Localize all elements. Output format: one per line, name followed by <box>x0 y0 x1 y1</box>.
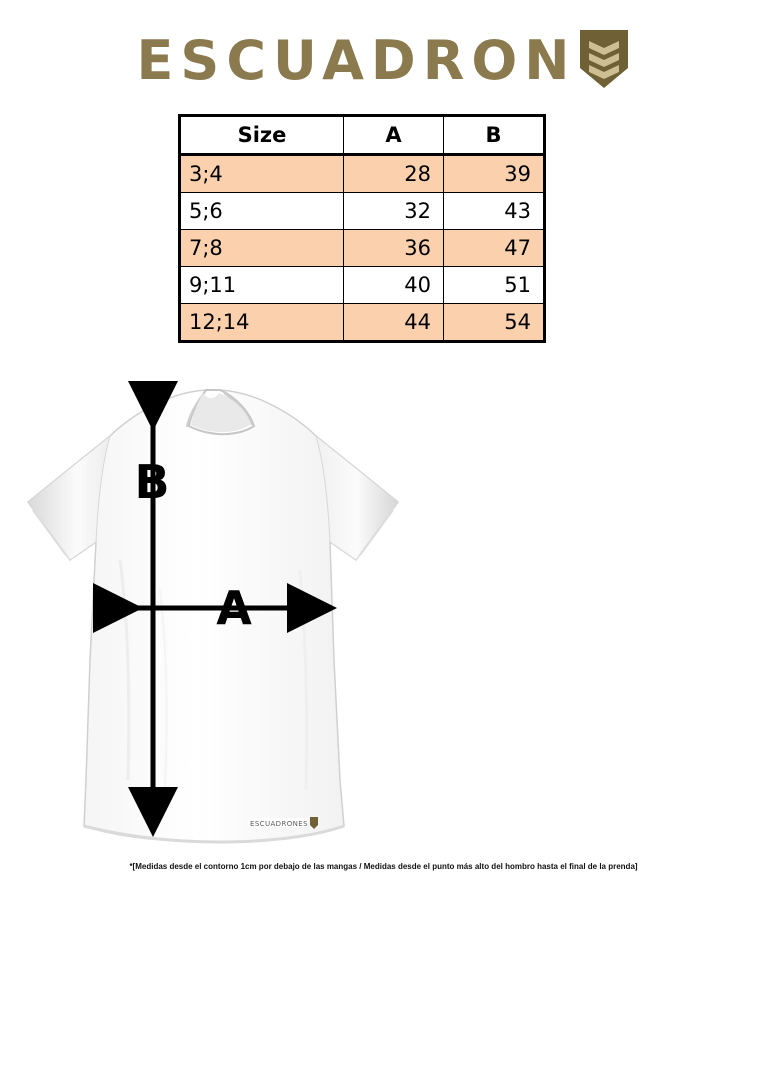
cell-a: 36 <box>344 230 444 267</box>
table-row <box>180 193 545 230</box>
tshirt-measurement-figure <box>0 360 767 860</box>
cell-b: 54 <box>444 304 545 342</box>
cell-b: 39 <box>444 155 545 193</box>
garment-brand-tag <box>248 817 318 829</box>
table-row <box>180 304 545 342</box>
cell-size: 7;8 <box>180 230 344 267</box>
cell-size: 12;14 <box>180 304 344 342</box>
table-row <box>180 155 545 193</box>
cell-size: 5;6 <box>180 193 344 230</box>
tshirt-graphic <box>28 390 398 842</box>
cell-a: 40 <box>344 267 444 304</box>
table-header-row <box>180 116 545 155</box>
table-row <box>180 230 545 267</box>
column-header-a: A <box>344 116 444 155</box>
table-row <box>180 267 545 304</box>
footnote-text: *[Medidas desde el contorno 1cm por debajo de las mangas / Medidas desde el punto más alto del hombro hasta el final de la prenda] <box>129 862 638 871</box>
measure-a-label: A <box>216 581 252 635</box>
measure-b-label: B <box>134 455 170 509</box>
cell-a: 32 <box>344 193 444 230</box>
brand-logo <box>0 28 767 94</box>
brand-name: ESCUADRON <box>136 29 577 92</box>
cell-size: 3;4 <box>180 155 344 193</box>
svg-text:ESCUADRONES: ESCUADRONES <box>250 820 308 828</box>
cell-b: 51 <box>444 267 545 304</box>
cell-a: 44 <box>344 304 444 342</box>
size-chart-table <box>178 114 546 343</box>
cell-size: 9;11 <box>180 267 344 304</box>
cell-a: 28 <box>344 155 444 193</box>
cell-b: 43 <box>444 193 545 230</box>
column-header-b: B <box>444 116 545 155</box>
size-chart-table-wrapper <box>178 114 531 343</box>
column-header-size: Size <box>180 116 344 155</box>
cell-b: 47 <box>444 230 545 267</box>
chevron-badge-icon <box>578 28 630 90</box>
